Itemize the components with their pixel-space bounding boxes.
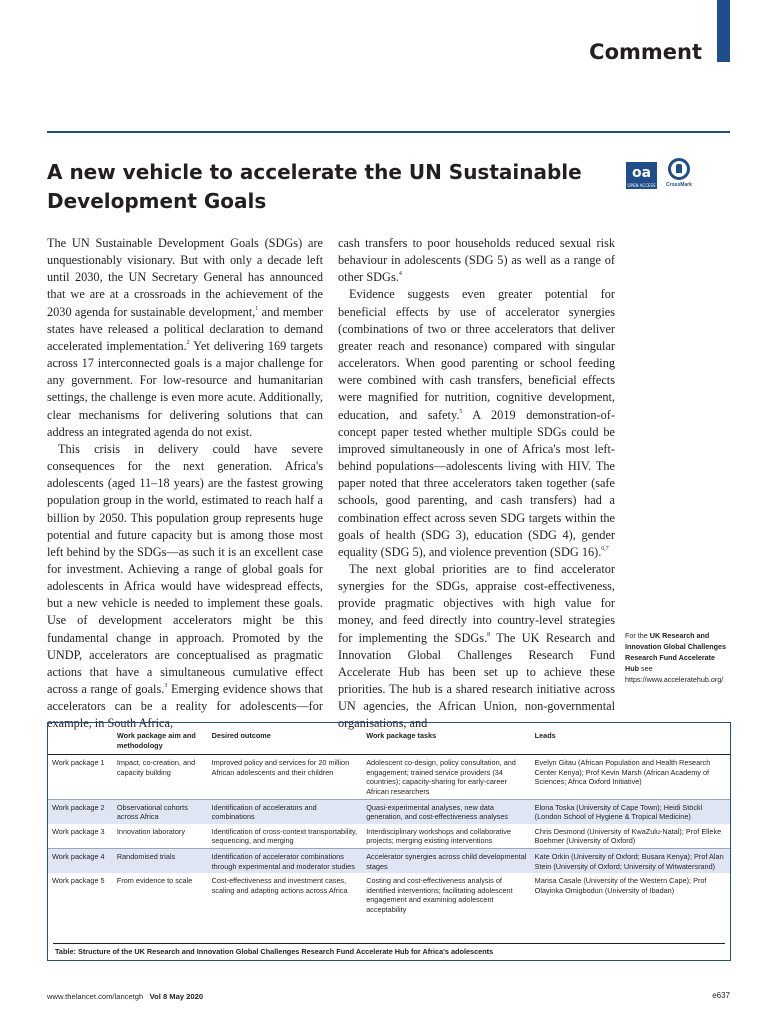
citation-marker[interactable]: 2 <box>186 339 190 346</box>
table-cell: Adolescent co-design, policy consultation, and engagement; trained service providers (34 countries); capacity-sharing for early-career African researchers <box>362 755 530 799</box>
table-header-cell: Leads <box>531 723 730 755</box>
page-number: e637 <box>712 991 730 1000</box>
citation-marker[interactable]: 8 <box>487 631 491 638</box>
work-package-table <box>47 722 731 961</box>
table-header-cell: Desired outcome <box>208 723 363 755</box>
crossmark-label: CrossMark <box>666 182 692 188</box>
table-cell: Work package 2 <box>48 799 113 824</box>
table-cell: Work package 5 <box>52 876 105 886</box>
margin-note-prefix: For the <box>625 631 648 640</box>
body-paragraph: This crisis in delivery could have severe consequences for the next generation. Africa's adolescents (aged 11–18 years) are the fastest growing population group in the world, estimated to reach half a billion by 2050. This population group represents huge potential and future capacity but is among those most left behind by the SDGs—as such it is an excellent case for investment. Achieving a range of global goals for adolescents in Africa would have widespread effects, but a new vehicle is needed to implement these goals. Use of development accelerators might be this fundamental change in approach. Promoted by the UNDP, accelerators are conceptualised as pragmatic actions that have a simultaneous cumulative effect across a range of goals.$^3$ Emerging evidence shows that accelerators can be a reality for adolescents—for example, in South Africa, <box>47 441 323 731</box>
table-cell: Elona Toska (University of Cape Town); Heidi Stöckl (London School of Hygiene & Tropical Medicine) <box>531 799 730 824</box>
open-access-sublabel: OPEN ACCESS <box>627 183 656 188</box>
table-row <box>48 873 730 916</box>
table-cell: Identification of accelerator combinations through experimental and moderator studies <box>208 848 363 873</box>
table-header-row <box>48 723 730 755</box>
body-column-middle <box>338 235 615 733</box>
footer-url[interactable]: www.thelancet.com/lancetgh <box>47 992 144 1001</box>
table-row <box>48 755 730 799</box>
citation-marker[interactable]: 1 <box>255 305 259 312</box>
margin-note-link[interactable]: see https://www.acceleratehub.org/ <box>625 664 724 684</box>
footer-volume: Vol 8 May 2020 <box>149 992 204 1001</box>
open-access-label: oa <box>631 165 652 181</box>
section-label: Comment <box>589 40 702 64</box>
citation-marker[interactable]: 5 <box>459 408 463 415</box>
table-row <box>48 824 730 849</box>
header-rule <box>47 131 730 133</box>
table-cell: Observational cohorts across Africa <box>113 799 208 824</box>
table-cell: Improved policy and services for 20 million African adolescents and their children <box>208 755 363 799</box>
table-cell: Work package 4 <box>48 848 113 873</box>
table-cell: Cost-effectiveness and investment cases, scaling and adapting actions across Africa <box>211 876 348 895</box>
body-paragraph: The next global priorities are to find accelerator synergies for the SDGs, appraise cost-effectiveness, provide pragmatic objectives with high value for money, and feed directly into country-level strategies for implementing the SDGs.$^8$ The UK Research and Innovation Global Challenges Research Fund Accelerate Hub has been set up to achieve these priorities. The hub is a shared research initiative across UN agencies, the African Union, non-governmental organisations, and <box>338 561 615 731</box>
body-column-left <box>47 235 323 733</box>
table-row <box>48 799 730 824</box>
body-paragraph: Evidence suggests even greater potential for beneficial effects by use of accelerator synergies (combinations of two or three accelerators that deliver greater reach and resonance) compared with singular accelerators. When good parenting or school feeding were combined with cash transfers, beneficial effects were magnified for nutrition, cognitive development, education, and safety.$^5$ A 2019 demonstration-of-concept paper tested whether multiple SDGs could be improved simultaneously in one of Africa's most left-behind populations—adolescents living with HIV. The paper noted that three accelerators taken together (safe schools, good parenting, and cash transfers) had a combination effect across seven SDG targets within the goals of health (SDG 3), education (SDG 4), gender equality (SDG 5), and violence prevention (SDG 16).$^{6,7}$ <box>338 287 615 559</box>
table-cell: Work package 3 <box>48 824 113 849</box>
body-paragraph: cash transfers to poor households reduced sexual risk behaviour in adolescents (SDG 5) as well as a range of other SDGs.$^4$ <box>338 236 615 285</box>
table-cell: Quasi-experimental analyses, new data generation, and cost-effectiveness analyses <box>362 799 530 824</box>
table-header-cell: Work package aim and methodology <box>113 723 208 755</box>
table-cell: From evidence to scale <box>116 876 193 886</box>
citation-marker[interactable]: 3 <box>164 683 168 690</box>
table-caption-rule <box>53 943 725 944</box>
margin-note <box>625 630 730 685</box>
margin-note-title: UK Research and Innovation Global Challenges Research Fund Accelerate Hub <box>625 631 727 673</box>
table-row <box>48 848 730 873</box>
table-cell: Chris Desmond (University of KwaZulu-Natal); Prof Elleke Boehmer (University of Oxford) <box>531 824 730 849</box>
table-cell: Costing and cost-effectiveness analysis of identified interventions; facilitating adolescent engagement and examining adolescent acceptability <box>366 876 513 914</box>
table-header-cell <box>48 723 113 755</box>
citation-marker[interactable]: 6,7 <box>601 545 609 552</box>
table-cell: Interdisciplinary workshops and collaborative projects; merging existing interventions <box>362 824 530 849</box>
table-cell: Identification of accelerators and combinations <box>208 799 363 824</box>
table-cell: Evelyn Gitau (African Population and Health Research Center Kenya); Prof Kevin Marsh (African Academy of Sciences; Africa Oxford Initiative) <box>531 755 730 799</box>
table-cell: Marisa Casale (University of the Western Cape); Prof Olayinka Omigbodun (University of Ibadan) <box>534 876 707 895</box>
footer-journal <box>47 992 203 1001</box>
table-header-cell: Work package tasks <box>362 723 530 755</box>
table-cell: Kate Orkin (University of Oxford; Busara Kenya); Prof Alan Stein (University of Oxford; University of Witwatersrand) <box>531 848 730 873</box>
citation-marker[interactable]: 4 <box>398 271 402 278</box>
article-title: A new vehicle to accelerate the UN Sustainable Development Goals <box>47 160 582 213</box>
table-cell: Work package 1 <box>48 755 113 799</box>
body-paragraph: The UN Sustainable Development Goals (SDGs) are unquestionably visionary. But with only a decade left until 2030, the UN Secretary General has announced that we are at a crossroads in the achievement of the 2030 agenda for sustainable development,$^1$ and member states have released a political declaration to demand accelerated implementation.$^2$ Yet delivering 169 targets across 17 interconnected goals is a major challenge for any government. For low-resource and humanitarian settings, the challenge is even more acute. Additionally, clear mechanisms for delivering solutions that can address an integrated agenda do not exist. <box>47 236 323 439</box>
open-access-icon[interactable] <box>626 162 657 189</box>
table-cell: Innovation laboratory <box>113 824 208 849</box>
table-cell: Identification of cross-context transportability, sequencing, and merging <box>208 824 363 849</box>
crossmark-logo <box>668 158 690 180</box>
header-accent-bar <box>717 0 730 62</box>
table-cell: Randomised trials <box>113 848 208 873</box>
crossmark-icon[interactable] <box>664 158 694 194</box>
table-cell: Impact, co-creation, and capacity building <box>113 755 208 799</box>
table-caption: Table: Structure of the UK Research and Innovation Global Challenges Research Fund Accelerate Hub for Africa's adolescents <box>55 947 494 956</box>
table-cell: Accelerator synergies across child developmental stages <box>362 848 530 873</box>
